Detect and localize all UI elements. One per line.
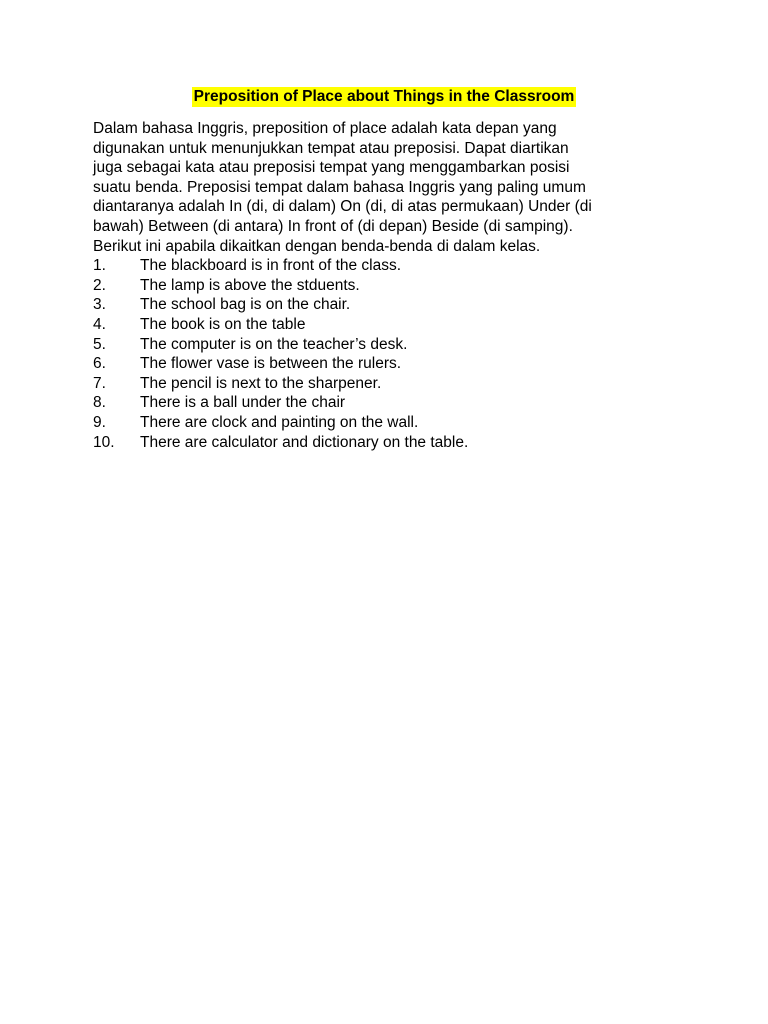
list-item — [93, 393, 693, 413]
list-item-text: There is a ball under the chair — [140, 394, 346, 412]
list-item-text: There are clock and painting on the wall. — [140, 413, 419, 431]
list-item-number: 4. — [93, 315, 106, 333]
list-item — [93, 433, 693, 453]
list-item-text: The blackboard is in front of the class. — [140, 257, 402, 275]
list-item-number: 6. — [93, 355, 106, 373]
list-item-number: 8. — [93, 394, 106, 412]
list-item-number: 1. — [93, 257, 106, 275]
intro-line: digunakan untuk menunjukkan tempat atau preposisi. Dapat diartikan — [93, 139, 569, 157]
list-item-text: The pencil is next to the sharpener. — [140, 374, 382, 392]
list-item — [93, 413, 693, 433]
list-item-text: The book is on the table — [140, 315, 306, 333]
list-item — [93, 276, 693, 296]
intro-line: Berikut ini apabila dikaitkan dengan benda-benda di dalam kelas. — [93, 237, 541, 255]
list-item-text: The computer is on the teacher’s desk. — [140, 335, 408, 353]
list-item-text: The lamp is above the stduents. — [140, 276, 360, 294]
list-item — [93, 256, 693, 276]
intro-line: Dalam bahasa Inggris, preposition of place adalah kata depan yang — [93, 120, 557, 137]
intro-paragraph — [93, 119, 693, 256]
list-item-number: 5. — [93, 335, 106, 353]
list-item-text: The school bag is on the chair. — [140, 296, 351, 314]
list-item-text: There are calculator and dictionary on the table. — [140, 433, 469, 451]
document-body — [93, 119, 693, 452]
intro-line: juga sebagai kata atau preposisi tempat yang menggambarkan posisi — [93, 159, 570, 177]
intro-line: diantaranya adalah In (di, di dalam) On (di, di atas permukaan) Under (di — [93, 198, 592, 216]
list-item — [93, 295, 693, 315]
document-title: Preposition of Place about Things in the Classroom — [193, 88, 575, 105]
list-item — [93, 354, 693, 374]
list-item-number: 7. — [93, 374, 106, 392]
intro-line: bawah) Between (di antara) In front of (di depan) Beside (di samping). — [93, 217, 573, 235]
list-item — [93, 335, 693, 355]
title-container — [0, 87, 768, 107]
list-item — [93, 315, 693, 335]
list-item-text: The flower vase is between the rulers. — [140, 355, 402, 373]
example-list — [93, 256, 693, 452]
list-item-number: 2. — [93, 276, 106, 294]
list-item-number: 9. — [93, 413, 106, 431]
intro-line: suatu benda. Preposisi tempat dalam bahasa Inggris yang paling umum — [93, 178, 586, 196]
list-item — [93, 374, 693, 394]
list-item-number: 10. — [93, 433, 115, 451]
list-item-number: 3. — [93, 296, 106, 314]
